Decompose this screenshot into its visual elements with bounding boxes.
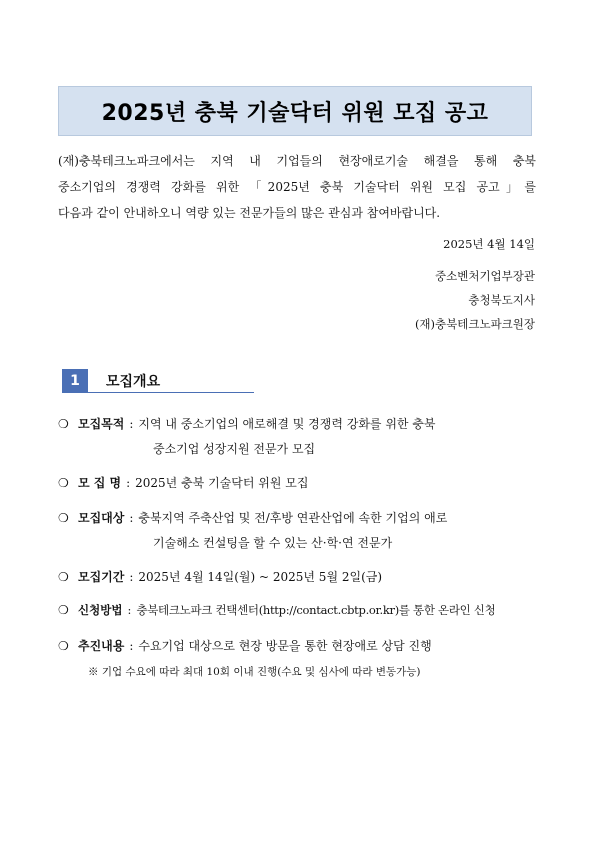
item-label: 신청방법 [78,603,123,617]
item-label: 추진내용 [78,639,125,653]
item-text: 충북테크노파크 컨택센터(http://contact.cbtp.or.kr)를 통한 온라인 신청 [136,603,496,617]
section-number: 1 [62,369,88,393]
item-label: 모집기간 [78,570,125,584]
bullet-icon: ❍ [58,570,69,584]
item-text: 수요기업 대상으로 현장 방문을 통한 현장애로 상담 진행 [138,639,432,653]
section-heading [62,369,254,393]
item-colon: : [129,511,134,525]
item-colon: : [129,570,134,584]
intro-paragraph [58,148,536,226]
intro-line-1: (재)충북테크노파크에서는 지역 내 기업들의 현장애로기술 해결을 통해 충북 [58,154,536,168]
item-target [58,509,447,526]
page-title: 2025년 충북 기술닥터 위원 모집 공고 [101,100,489,126]
item-colon: : [126,476,131,490]
item-content [58,637,432,654]
item-colon: : [129,417,134,431]
announcement-date: 2025년 4월 14일 [443,237,535,251]
bullet-icon: ❍ [58,476,69,490]
item-apply-method [58,602,495,618]
signer-1: 중소벤처기업부장관 [435,269,535,283]
item-colon: : [129,639,134,653]
footnote: ※ 기업 수요에 따라 최대 10회 이내 진행(수요 및 심사에 따라 변동가능) [88,666,421,678]
item-purpose [58,415,436,432]
bullet-icon: ❍ [58,417,69,431]
intro-line-3: 다음과 같이 안내하오니 역량 있는 전문가들의 많은 관심과 참여바랍니다. [58,206,441,220]
bullet-icon: ❍ [58,603,69,617]
item-label: 모 집 명 [78,476,122,490]
bullet-icon: ❍ [58,511,69,525]
item-text: 2025년 4월 14일(월) ~ 2025년 5월 2일(금) [138,570,383,584]
bullet-icon: ❍ [58,639,69,653]
item-period [58,568,382,585]
signer-3: (재)충북테크노파크원장 [414,317,535,331]
signer-2: 충청북도지사 [468,293,535,307]
intro-line-2: 중소기업의 경쟁력 강화를 위한 「2025년 충북 기술닥터 위원 모집 공고」를 [58,180,536,194]
item-name [58,474,308,491]
item-text: 지역 내 중소기업의 애로해결 및 경쟁력 강화를 위한 충북 [138,417,436,431]
item-label: 모집목적 [78,417,125,431]
item-text: 충북지역 주축산업 및 전/후방 연관산업에 속한 기업의 애로 [138,511,448,525]
title-box [58,86,532,136]
item-purpose-continued: 중소기업 성장지원 전문가 모집 [153,442,316,456]
section-title: 모집개요 [106,374,161,390]
item-colon: : [127,603,132,617]
item-label: 모집대상 [78,511,125,525]
item-target-continued: 기술해소 컨설팅을 할 수 있는 산·학·연 전문가 [153,536,393,550]
item-text: 2025년 충북 기술닥터 위원 모집 [135,476,309,490]
section-underline [88,392,254,393]
